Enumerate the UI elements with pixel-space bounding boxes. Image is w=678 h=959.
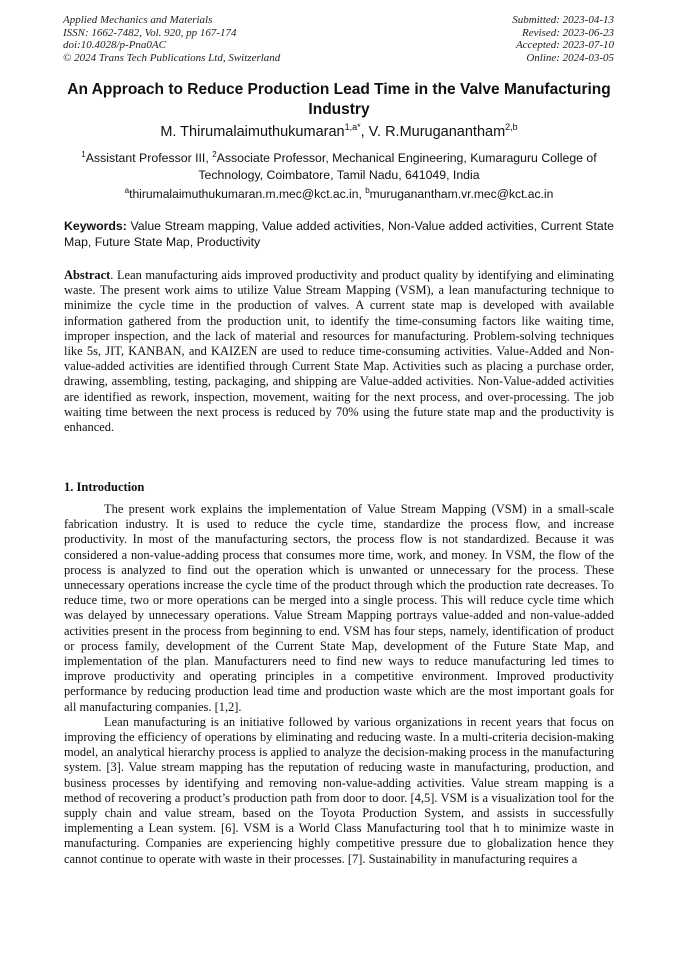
affiliation-marker: 2 <box>212 150 217 159</box>
journal-doi: doi:10.4028/p-Pna0AC <box>63 39 166 52</box>
journal-info <box>63 14 280 64</box>
abstract-text: . Lean manufacturing aids improved productivity and product quality by identifying and eliminating waste. The present work aims to utilize Value Stream Mapping (VSM), a lean manufacturing technique to minimize the cycle time in the production of valves. A current state map is developed with available information gathered from the production unit, to identify the time-consuming factors like waiting time, improper inspection, and the lack of material and resources for manufacturing. Problem-solving techniques like 5s, JIT, KANBAN, and KAIZEN are used to reduce time-consuming activities. Value-Added and Non-value-added activities are identified through Current State Map. Activities such as placing a purchase order, drawing, assembling, testing, packaging, and shipping are Value-added activities. Non-Value-added activities are identified as rework, inspection, movement, waiting for the next process, and over-processing. The job waiting time between the next process is reduced by 70% using the future state map and the productivity is enhanced. <box>64 268 614 435</box>
affiliation-marker: 1 <box>81 150 86 159</box>
email-marker: a <box>124 186 130 195</box>
journal-name: Applied Mechanics and Materials <box>63 14 213 26</box>
author-marker: 1,a* <box>344 122 361 132</box>
author-name: M. Thirumalaimuthukumaran <box>160 124 345 140</box>
submitted-date: Submitted: 2023-04-13 <box>512 14 614 26</box>
author-emails <box>60 186 618 202</box>
journal-issn: ISSN: 1662-7482, Vol. 920, pp 167-174 <box>63 26 237 39</box>
keywords-block <box>64 219 614 250</box>
paper-title: An Approach to Reduce Production Lead Time in the Valve Manufacturing Industry <box>67 81 611 118</box>
section-body <box>64 502 614 867</box>
author-marker: 2,b <box>505 122 518 132</box>
affiliation-text: Assistant Professor III, <box>85 151 213 165</box>
abstract-label: Abstract <box>64 268 111 282</box>
keywords-label: Keywords: <box>64 219 127 233</box>
online-date: Online: 2024-03-05 <box>526 51 614 64</box>
body-paragraph: Lean manufacturing is an initiative followed by various organizations in recent years that focus on improving the efficiency of operations by eliminating and reducing waste. In a multi-criteria decision-making model, an analytical hierarchy process is applied to analyze the decision-making process in the manufacturing system. [3]. Value stream mapping has the reputation of reducing waste in manufacturing, production, and business processes by identifying and removing non-value-adding activities. Value stream mapping is a method of recovering a product’s production path from door to door. [4,5]. VSM is a visualization tool for the supply chain and value stream, based on the Toyota Production System, and assists in successfully implementing a Lean system. [6]. VSM is a World Class Manufacturing tool that h to minimize waste in manufacturing. Companies are experiencing highly competitive pressure due to globalization hence they cannot continue to operate with waste in their processes. [7]. Sustainability in manufacturing requires a <box>64 714 614 866</box>
email-separator: , <box>358 187 366 201</box>
email-marker: b <box>365 186 370 195</box>
affiliation <box>70 150 608 184</box>
body-paragraph: The present work explains the implementation of Value Stream Mapping (VSM) in a small-scale fabrication industry. It is used to reduce the cycle time, standardize the process flow, and increase productivity. In most of the manufacturing sectors, the process flow is not standardized. Because it was considered a non-value-adding process that consumes more time, work, and money. In VSM, the flow of the process is analyzed to find out the operation which is unwanted or unnecessary for the process. These unnecessary operations increase the cycle time of the product through which the production rate decreases. To reduce time, two or more operations can be merged into a single process. This will reduce cycle time which was delayed by unnecessary operations. Value Stream Mapping portrays value-added and non-value-added activities present in the process from beginning to end. VSM has four steps, namely, identification of product or process family, development of the Current State Map, development of the Future State Map, and implementation of the plan. Manufacturers need to find new ways to reduce manufacturing led times to improve productivity and operating principles in a competitive environment. Improved productivity performance by reducing production lead time and production waste which are the most important goals for all manufacturing companies. [1,2]. <box>64 502 614 714</box>
author-name: V. R.Muruganantham <box>368 124 506 140</box>
affiliation-text: Associate Professor, Mechanical Engineering, Kumaraguru College of Technology, Coimbatore, Tamil Nadu, 641049, India <box>198 151 597 182</box>
email-link[interactable]: muruganantham.vr.mec@kct.ac.in <box>369 187 554 201</box>
revised-date: Revised: 2023-06-23 <box>522 26 614 39</box>
email-link[interactable]: thirumalaimuthukumaran.m.mec@kct.ac.in <box>129 187 359 201</box>
author-separator: , <box>360 124 369 140</box>
section-heading: 1. Introduction <box>64 480 145 494</box>
submission-dates <box>512 14 614 64</box>
accepted-date: Accepted: 2023-07-10 <box>515 39 614 52</box>
author-list <box>60 123 618 141</box>
journal-copyright: © 2024 Trans Tech Publications Ltd, Switzerland <box>63 51 281 64</box>
keywords-text: Value Stream mapping, Value added activities, Non-Value added activities, Current State Map, Future State Map, Productivity <box>64 219 614 249</box>
abstract-block <box>64 268 614 435</box>
